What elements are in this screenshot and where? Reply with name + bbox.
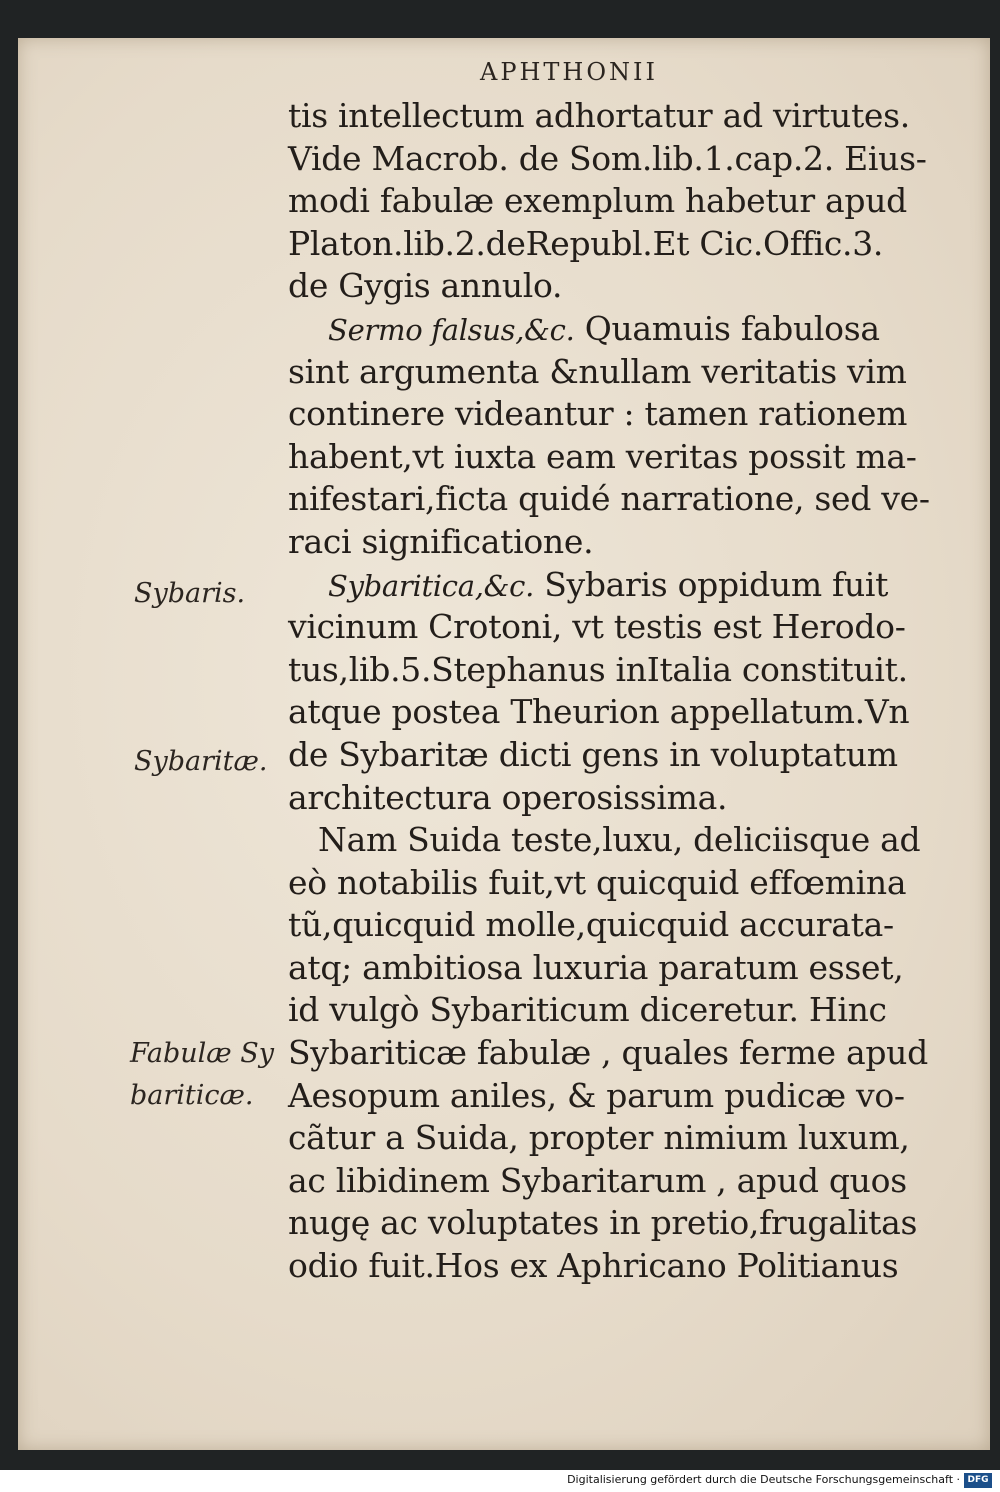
- margin-note-fabulae-2: bariticæ.: [130, 1080, 254, 1111]
- text-line: tis intellectum adhortatur ad virtutes.: [288, 96, 910, 135]
- text-span: Sybaris oppidum fuit: [544, 564, 889, 604]
- margin-note-sybaritae: Sybaritæ.: [134, 746, 268, 777]
- text-line: habent,vt iuxta eam veritas possit ma-: [288, 436, 917, 476]
- dfg-logo: DFG: [964, 1473, 992, 1488]
- text-line: de Sybaritæ dicti gens in voluptatum: [288, 734, 898, 774]
- text-line: id vulgò Sybariticum diceretur. Hinc: [288, 990, 887, 1030]
- text-line: [288, 308, 908, 351]
- text-line: atq; ambitiosa luxuria paratum esset,: [288, 947, 904, 987]
- text-line: eò notabilis fuit,vt quicquid effœmina: [288, 862, 907, 902]
- text-line: Aesopum aniles, & parum pudicæ vo-: [288, 1075, 905, 1115]
- lemma-sybaritica: Sybaritica,&c.: [328, 568, 534, 603]
- text-line: Vide Macrob. de Som.lib.1.cap.2. Eius-: [288, 138, 927, 178]
- text-line: [288, 564, 908, 607]
- text-line: Sybariticæ fabulæ , quales ferme apud: [288, 1033, 928, 1073]
- text-line: nifestari,ficta quidé narratione, sed ve-: [288, 479, 930, 519]
- footer-bar: [0, 1470, 1000, 1492]
- text-line: nugę ac voluptates in pretio,frugalitas: [288, 1203, 918, 1243]
- funding-credit: Digitalisierung gefördert durch die Deutsche Forschungsgemeinschaft ·: [567, 1473, 960, 1486]
- text-line: Platon.lib.2.deRepubl.Et Cic.Offic.3.: [288, 223, 884, 263]
- text-line: Nam Suida teste,luxu, deliciisque ad: [318, 820, 921, 860]
- text-line: tus,lib.5.Stephanus inItalia constituit.: [288, 649, 908, 689]
- margin-note-fabulae-1: Fabulæ Sy: [130, 1038, 275, 1069]
- margin-note-sybaris: Sybaris.: [134, 578, 246, 609]
- text-span: Quamuis fabulosa: [584, 308, 880, 348]
- text-line: tũ,quicquid molle,quicquid accurata-: [288, 905, 894, 945]
- text-line: vicinum Crotoni, vt testis est Herodo-: [288, 607, 906, 647]
- text-line: cãtur a Suida, propter nimium luxum,: [288, 1118, 910, 1158]
- text-line: continere videantur : tamen rationem: [288, 394, 908, 434]
- text-line: sint argumenta &nullam veritatis vim: [288, 351, 907, 391]
- text-line: architectura operosissima.: [288, 777, 728, 817]
- main-text: [288, 95, 930, 1288]
- text-line: odio fuit.Hos ex Aphricano Politianus: [288, 1246, 899, 1286]
- text-line: atque postea Theurion appellatum.Vn: [288, 692, 910, 732]
- running-head: APHTHONII: [480, 58, 658, 86]
- lemma-sermo: Sermo falsus,&c.: [328, 312, 575, 347]
- text-line: modi fabulæ exemplum habetur apud: [288, 181, 907, 221]
- text-line: de Gygis annulo.: [288, 266, 563, 306]
- text-line: raci significatione.: [288, 521, 594, 561]
- text-line: ac libidinem Sybaritarum , apud quos: [288, 1160, 907, 1200]
